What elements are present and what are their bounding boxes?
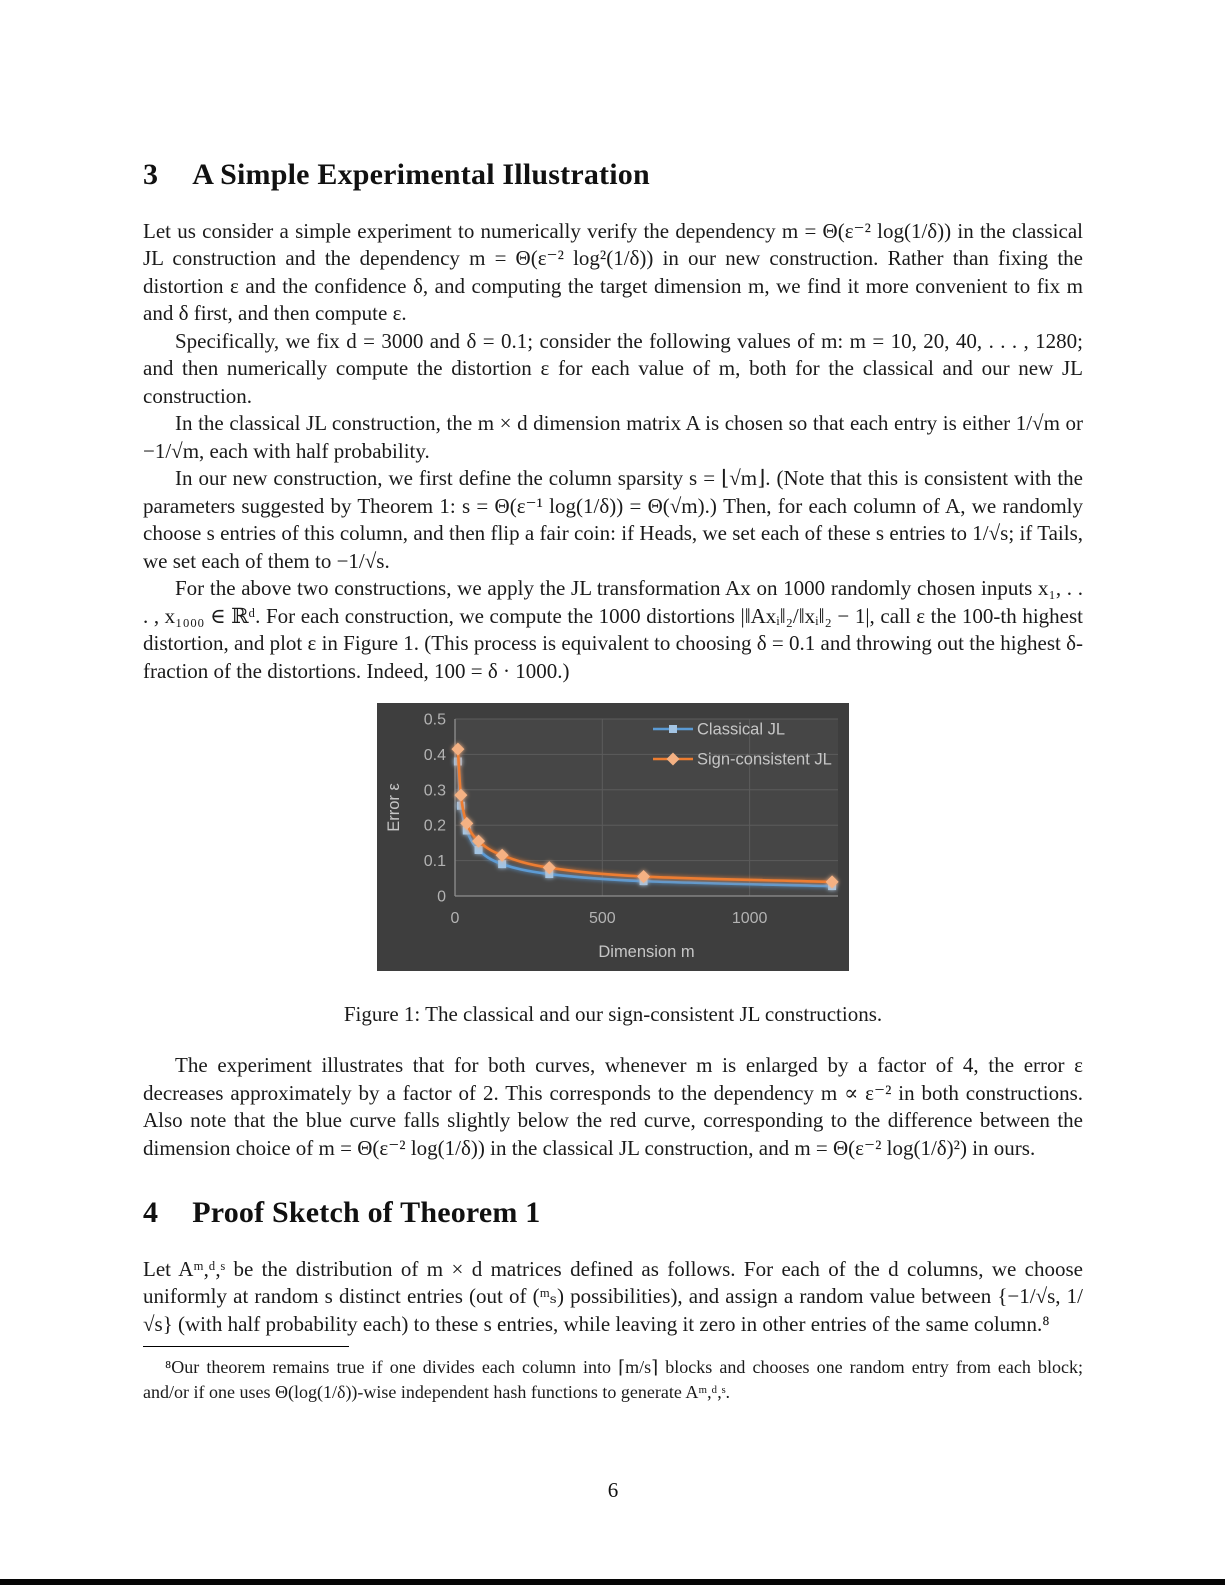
y-tick-label: 0	[437, 888, 446, 906]
y-axis-title: Error ε	[385, 783, 403, 832]
y-tick-label: 0.5	[423, 711, 446, 729]
figure-1	[143, 703, 1083, 1028]
paragraph-experiment: For the above two constructions, we apply the JL transformation Ax on 1000 randomly chosen inputs x₁, . . . , x₁₀₀₀ ∈ ℝᵈ. For each construction, we compute the 1000 distortions |‖Axᵢ‖₂/‖xᵢ‖₂ − 1|, call ε the 100-th highest distortion, and plot ε in Figure 1. (This process is equivalent to choosing δ = 0.1 and throwing out the highest δ-fraction of the distortions. Indeed, 100 = δ · 1000.)	[143, 576, 1083, 683]
chart-svg	[377, 703, 849, 971]
page-content	[143, 0, 1083, 1405]
x-tick-label: 0	[450, 910, 460, 928]
y-tick-label: 0.2	[423, 817, 446, 835]
section-4-title: Proof Sketch of Theorem 1	[192, 1196, 541, 1230]
legend-label: Classical JL	[697, 720, 786, 739]
legend-label: Sign-consistent JL	[697, 750, 832, 769]
section-4-heading	[143, 1196, 1083, 1230]
section-3-heading	[143, 158, 1083, 192]
paragraph-distribution-def: Let Aᵐ,ᵈ,ˢ be the distribution of m × d matrices defined as follows. For each of the d columns, we choose uniformly at random s distinct entries (out of (ᵐₛ) possibilities), and assign a random value between {−1/√s, 1/√s} (with half probability each) to these s entries, while leaving it zero in other entries of the same column.⁸	[143, 1256, 1083, 1336]
page-number: 6	[607, 1478, 619, 1502]
x-axis-title: Dimension m	[598, 943, 695, 962]
paragraph-intro: Let us consider a simple experiment to numerically verify the dependency m = Θ(ε⁻² log(1/δ)) in the classical JL construction and the dependency m = Θ(ε⁻² log²(1/δ)) in our new construction. Rather than fixing the distortion ε and the confidence δ, and computing the target dimension m, we find it more convenient to fix m and δ first, and then compute ε.	[143, 218, 1083, 326]
y-tick-label: 0.4	[423, 746, 446, 764]
paragraph-classical-jl: In the classical JL construction, the m × d dimension matrix A is chosen so that each entry is either 1/√m or −1/√m, each with half probability.	[143, 411, 1083, 463]
x-tick-label: 1000	[731, 910, 768, 928]
section-3-title: A Simple Experimental Illustration	[192, 158, 650, 191]
figure-caption: Figure 1: The classical and our sign-consistent JL constructions.	[343, 1002, 883, 1027]
paragraph-discussion: The experiment illustrates that for both curves, whenever m is enlarged by a factor of 4, the error ε decreases approximately by a factor of 2. This corresponds to the dependency m ∝ ε⁻² in both constructions. Also note that the blue curve falls slightly below the red curve, corresponding to the difference between the dimension choice of m = Θ(ε⁻² log(1/δ)) in the classical JL construction, and m = Θ(ε⁻² log(1/δ)²) in ours.	[143, 1053, 1084, 1160]
scan-edge-bar	[0, 1579, 1225, 1585]
section-4-number: 4	[143, 1196, 159, 1230]
footnote	[143, 1346, 1083, 1405]
paragraph-new-construction: In our new construction, we first define the column sparsity s = ⌊√m⌋. (Note that this is consistent with the parameters suggested by Theorem 1: s = Θ(ε⁻¹ log(1/δ)) = Θ(√m).) Then, for each column of A, we randomly choose s entries of this column, and then flip a fair coin: if Heads, we set each of these s entries to 1/√s; if Tails, we set each of them to −1/√s.	[143, 466, 1083, 573]
y-tick-label: 0.3	[423, 782, 446, 800]
footnote-rule	[143, 1346, 349, 1347]
footnote-text: ⁸Our theorem remains true if one divides each column into ⌈m/s⌉ blocks and chooses one random entry from each block; and/or if one uses Θ(log(1/δ))-wise independent hash functions to generate Aᵐ,ᵈ,ˢ.	[143, 1357, 1083, 1403]
jl-error-chart	[377, 703, 849, 971]
x-tick-label: 500	[588, 910, 616, 928]
paragraph-setup: Specifically, we fix d = 3000 and δ = 0.1; consider the following values of m: m = 10, 20, 40, . . . , 1280; and then numerically compute the distortion ε for each value of m, both for the classical and our new JL construction.	[143, 328, 1083, 408]
data-point-marker	[669, 725, 677, 733]
section-3-number: 3	[143, 158, 159, 191]
y-tick-label: 0.1	[423, 853, 446, 871]
